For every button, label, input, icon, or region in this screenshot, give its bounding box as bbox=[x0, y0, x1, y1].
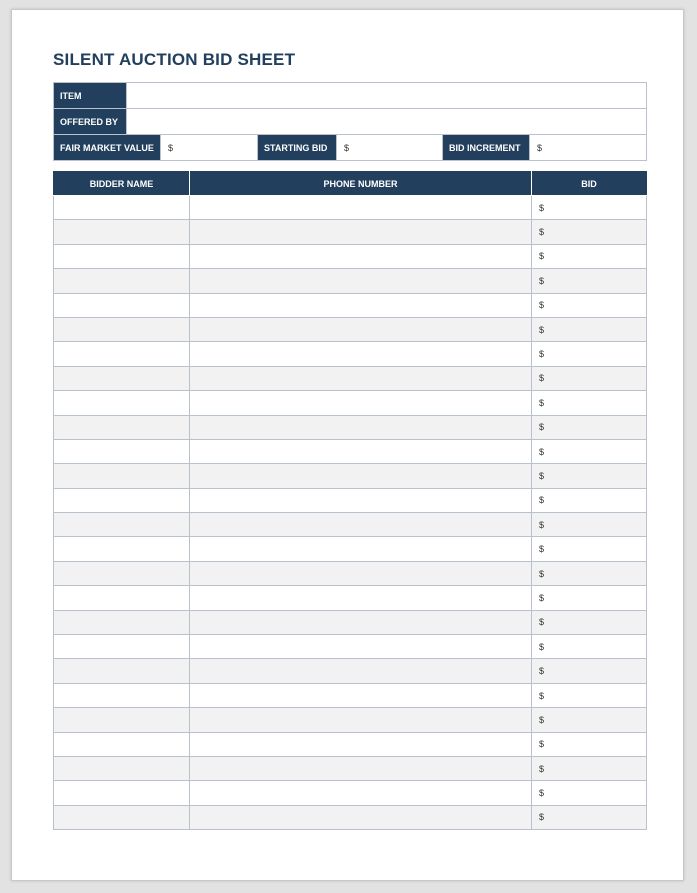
bidder-name-cell[interactable] bbox=[54, 635, 190, 659]
item-info-table bbox=[53, 82, 647, 161]
offered-by-row bbox=[54, 109, 647, 135]
item-field[interactable] bbox=[127, 83, 647, 109]
bid-table-header bbox=[54, 172, 647, 196]
bidder-name-cell[interactable] bbox=[54, 610, 190, 634]
table-row bbox=[54, 683, 647, 707]
phone-number-cell[interactable] bbox=[190, 537, 532, 561]
phone-number-cell[interactable] bbox=[190, 342, 532, 366]
bid-cell[interactable]: $ bbox=[532, 415, 647, 439]
table-row bbox=[54, 756, 647, 780]
bid-cell[interactable]: $ bbox=[532, 537, 647, 561]
bid-increment-field[interactable]: $ bbox=[530, 135, 647, 161]
phone-number-cell[interactable] bbox=[190, 391, 532, 415]
bidder-name-cell[interactable] bbox=[54, 488, 190, 512]
bid-cell[interactable]: $ bbox=[532, 732, 647, 756]
phone-number-cell[interactable] bbox=[190, 415, 532, 439]
phone-number-cell[interactable] bbox=[190, 635, 532, 659]
phone-number-cell[interactable] bbox=[190, 805, 532, 829]
bid-cell[interactable]: $ bbox=[532, 391, 647, 415]
table-row bbox=[54, 513, 647, 537]
starting-bid-label: STARTING BID bbox=[258, 135, 337, 161]
bid-cell[interactable]: $ bbox=[532, 464, 647, 488]
phone-number-cell[interactable] bbox=[190, 220, 532, 244]
table-row bbox=[54, 317, 647, 341]
bid-cell[interactable]: $ bbox=[532, 366, 647, 390]
phone-number-cell[interactable] bbox=[190, 464, 532, 488]
bidder-name-header: BIDDER NAME bbox=[54, 172, 190, 196]
phone-number-cell[interactable] bbox=[190, 659, 532, 683]
bidder-name-cell[interactable] bbox=[54, 366, 190, 390]
table-row bbox=[54, 464, 647, 488]
phone-number-cell[interactable] bbox=[190, 586, 532, 610]
bid-cell[interactable]: $ bbox=[532, 513, 647, 537]
table-row bbox=[54, 781, 647, 805]
page-title: SILENT AUCTION BID SHEET bbox=[53, 50, 296, 69]
bid-cell[interactable]: $ bbox=[532, 269, 647, 293]
bid-table-body bbox=[54, 196, 647, 830]
bidder-name-cell[interactable] bbox=[54, 464, 190, 488]
phone-number-cell[interactable] bbox=[190, 708, 532, 732]
bid-cell[interactable]: $ bbox=[532, 439, 647, 463]
bidder-name-cell[interactable] bbox=[54, 537, 190, 561]
table-row bbox=[54, 708, 647, 732]
bid-cell[interactable]: $ bbox=[532, 244, 647, 268]
phone-number-cell[interactable] bbox=[190, 293, 532, 317]
bid-cell[interactable]: $ bbox=[532, 756, 647, 780]
bid-cell[interactable]: $ bbox=[532, 708, 647, 732]
bidder-name-cell[interactable] bbox=[54, 415, 190, 439]
phone-number-cell[interactable] bbox=[190, 366, 532, 390]
bidder-name-cell[interactable] bbox=[54, 756, 190, 780]
table-row bbox=[54, 732, 647, 756]
bidder-name-cell[interactable] bbox=[54, 732, 190, 756]
bidder-name-cell[interactable] bbox=[54, 513, 190, 537]
phone-number-cell[interactable] bbox=[190, 439, 532, 463]
table-row bbox=[54, 391, 647, 415]
bidder-name-cell[interactable] bbox=[54, 659, 190, 683]
table-row bbox=[54, 293, 647, 317]
bidder-name-cell[interactable] bbox=[54, 561, 190, 585]
bid-cell[interactable]: $ bbox=[532, 610, 647, 634]
bidder-name-cell[interactable] bbox=[54, 196, 190, 220]
table-row bbox=[54, 488, 647, 512]
offered-by-label: OFFERED BY bbox=[54, 109, 127, 135]
bidder-name-cell[interactable] bbox=[54, 439, 190, 463]
table-row bbox=[54, 635, 647, 659]
bid-cell[interactable]: $ bbox=[532, 659, 647, 683]
table-row bbox=[54, 366, 647, 390]
phone-number-cell[interactable] bbox=[190, 781, 532, 805]
table-row bbox=[54, 220, 647, 244]
phone-number-cell[interactable] bbox=[190, 756, 532, 780]
bidder-name-cell[interactable] bbox=[54, 708, 190, 732]
starting-bid-field[interactable]: $ bbox=[337, 135, 443, 161]
phone-number-cell[interactable] bbox=[190, 196, 532, 220]
fair-market-value-field[interactable]: $ bbox=[161, 135, 258, 161]
bid-cell[interactable]: $ bbox=[532, 805, 647, 829]
table-row bbox=[54, 244, 647, 268]
table-row bbox=[54, 415, 647, 439]
table-row bbox=[54, 561, 647, 585]
bidder-name-cell[interactable] bbox=[54, 683, 190, 707]
values-row bbox=[54, 135, 647, 161]
bid-cell[interactable]: $ bbox=[532, 293, 647, 317]
item-row bbox=[54, 83, 647, 109]
table-row bbox=[54, 439, 647, 463]
phone-number-header: PHONE NUMBER bbox=[190, 172, 532, 196]
phone-number-cell[interactable] bbox=[190, 317, 532, 341]
bid-cell[interactable]: $ bbox=[532, 488, 647, 512]
table-row bbox=[54, 610, 647, 634]
table-row bbox=[54, 537, 647, 561]
bid-cell[interactable]: $ bbox=[532, 586, 647, 610]
bidder-name-cell[interactable] bbox=[54, 805, 190, 829]
phone-number-cell[interactable] bbox=[190, 610, 532, 634]
bidder-name-cell[interactable] bbox=[54, 391, 190, 415]
bid-sheet-page bbox=[11, 9, 684, 881]
offered-by-field[interactable] bbox=[127, 109, 647, 135]
bid-cell[interactable]: $ bbox=[532, 781, 647, 805]
phone-number-cell[interactable] bbox=[190, 683, 532, 707]
bid-table bbox=[53, 171, 647, 830]
bid-cell[interactable]: $ bbox=[532, 683, 647, 707]
bid-cell[interactable]: $ bbox=[532, 220, 647, 244]
bid-cell[interactable]: $ bbox=[532, 561, 647, 585]
bidder-name-cell[interactable] bbox=[54, 244, 190, 268]
table-row bbox=[54, 805, 647, 829]
phone-number-cell[interactable] bbox=[190, 732, 532, 756]
bidder-name-cell[interactable] bbox=[54, 293, 190, 317]
bidder-name-cell[interactable] bbox=[54, 220, 190, 244]
bidder-name-cell[interactable] bbox=[54, 781, 190, 805]
table-row bbox=[54, 342, 647, 366]
phone-number-cell[interactable] bbox=[190, 244, 532, 268]
phone-number-cell[interactable] bbox=[190, 513, 532, 537]
table-row bbox=[54, 586, 647, 610]
bidder-name-cell[interactable] bbox=[54, 269, 190, 293]
bid-cell[interactable]: $ bbox=[532, 342, 647, 366]
table-row bbox=[54, 269, 647, 293]
bid-cell[interactable]: $ bbox=[532, 635, 647, 659]
phone-number-cell[interactable] bbox=[190, 269, 532, 293]
bid-cell[interactable]: $ bbox=[532, 317, 647, 341]
bidder-name-cell[interactable] bbox=[54, 342, 190, 366]
bid-cell[interactable]: $ bbox=[532, 196, 647, 220]
table-row bbox=[54, 196, 647, 220]
bidder-name-cell[interactable] bbox=[54, 586, 190, 610]
fair-market-value-label: FAIR MARKET VALUE bbox=[54, 135, 161, 161]
table-row bbox=[54, 659, 647, 683]
phone-number-cell[interactable] bbox=[190, 488, 532, 512]
bid-increment-label: BID INCREMENT bbox=[443, 135, 530, 161]
item-label: ITEM bbox=[54, 83, 127, 109]
bid-header: BID bbox=[532, 172, 647, 196]
phone-number-cell[interactable] bbox=[190, 561, 532, 585]
bidder-name-cell[interactable] bbox=[54, 317, 190, 341]
